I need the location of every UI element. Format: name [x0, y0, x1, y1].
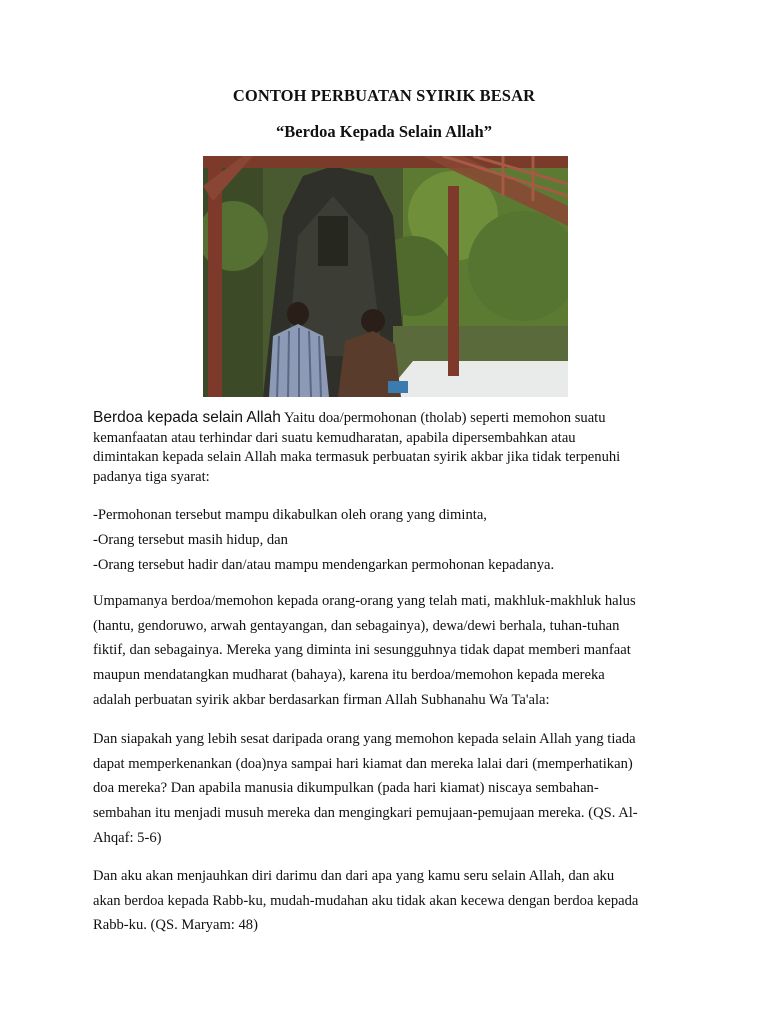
- intro-lead: Berdoa kepada selain Allah: [93, 409, 281, 426]
- shrine-photo: [203, 156, 568, 397]
- conditions-list: [93, 503, 678, 578]
- paragraph-intro: Berdoa kepada selain Allah Yaitu doa/permohonan (tholab) seperti memohon suatu kemanfaatan atau terhindar dari suatu kemudharatan, apabila dipersembahkan atau dimintakan kepada selain Allah maka termasuk perbuatan syirik akbar jika tidak terpenuhi padanya tiga syarat:: [93, 409, 621, 485]
- document-subtitle: “Berdoa Kepada Selain Allah”: [276, 122, 492, 141]
- list-item: -Orang tersebut hadir dan/atau mampu mendengarkan permohonan kepadanya.: [93, 557, 555, 573]
- list-item: -Permohonan tersebut mampu dikabulkan oleh orang yang diminta,: [93, 507, 487, 523]
- paragraph-examples: Umpamanya berdoa/memohon kepada orang-orang yang telah mati, makhluk-makhluk halus (hantu, gendoruwo, arwah gentayangan, dan sebagainya), dewa/dewi berhala, tuhan-tuhan fiktif, dan sebagainya. Mereka yang diminta ini sesungguhnya tidak dapat memberi manfaat maupun mendatangkan mudharat (bahaya), karena itu berdoa/memohon kepada mereka adalah perbuatan syirik akbar berdasarkan firman Allah Subhanahu Wa Ta'ala:: [93, 593, 636, 708]
- paragraph-quote-maryam: Dan aku akan menjauhkan diri darimu dan dari apa yang kamu seru selain Allah, dan aku akan berdoa kepada Rabb-ku, mudah-mudahan aku tidak akan kecewa dengan berdoa kepada Rabb-ku. (QS. Maryam: 48): [93, 868, 639, 934]
- document-title: CONTOH PERBUATAN SYIRIK BESAR: [232, 86, 536, 105]
- list-item: -Orang tersebut masih hidup, dan: [93, 532, 288, 548]
- paragraph-quote-ahqaf: Dan siapakah yang lebih sesat daripada orang yang memohon kepada selain Allah yang tiada dapat memperkenankan (doa)nya sampai hari kiamat dan mereka lalai dari (memperhatikan) doa mereka? Dan apabila manusia dikumpulkan (pada hari kiamat) niscaya sembahan- sembahan itu menjadi musuh mereka dan mengingkari pemujaan-pemujaan mereka. (QS. Al- Ahqaf: 5-6): [93, 731, 638, 846]
